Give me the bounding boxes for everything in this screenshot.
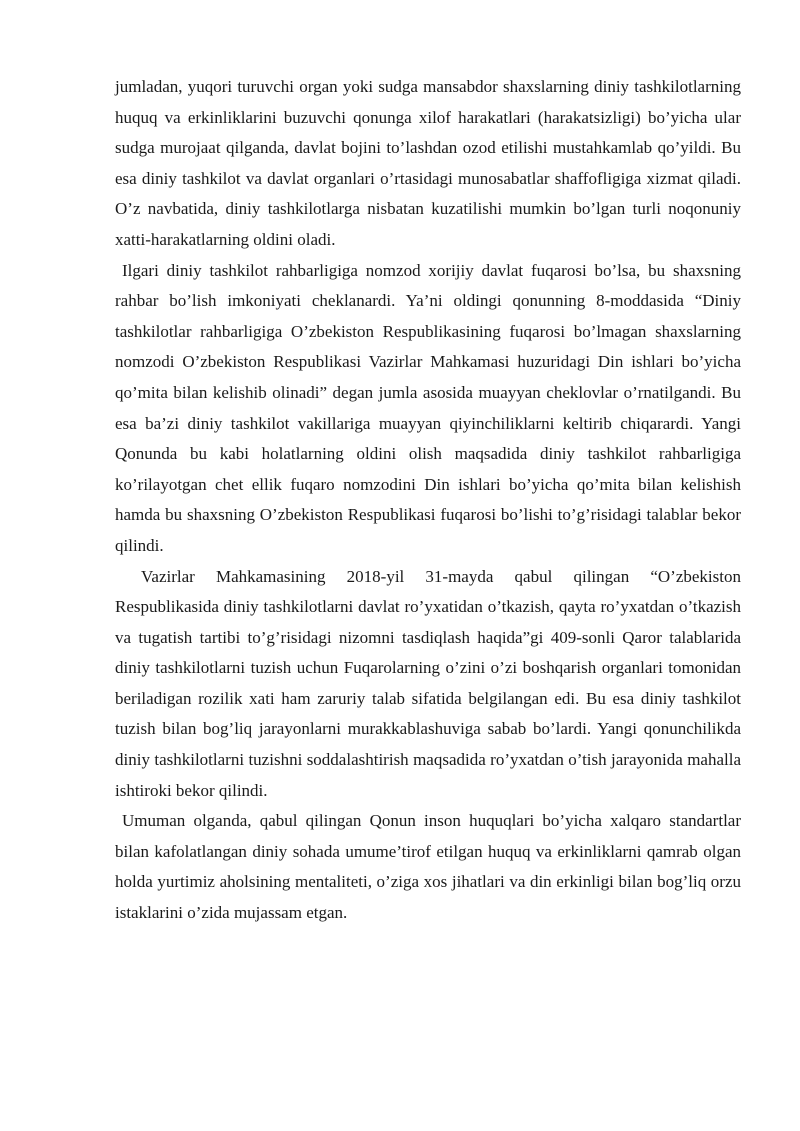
- paragraph-continuation: jumladan, yuqori turuvchi organ yoki sudga mansabdor shaxslarning diniy tashkilotlarning huquq va erkinliklarini buzuvchi qonunga xilof harakatlari (harakatsizligi) bo’yicha ular sudga murojaat qilganda, davlat bojini to’lashdan ozod etilishi mustahkamlab qo’yildi. Bu esa diniy tashkilot va davlat organlari o’rtasidagi munosabatlar shaffofligiga xizmat qiladi. O’z navbatida, diniy tashkilotlarga nisbatan kuzatilishi mumkin bo’lgan turli noqonuniy xatti-harakatlarning oldini oladi.: [115, 77, 741, 249]
- paragraph-foreign-leader: Ilgari diniy tashkilot rahbarligiga nomzod xorijiy davlat fuqarosi bo’lsa, bu shaxsning rahbar bo’lish imkoniyati cheklanardi. Ya’ni oldingi qonunning 8-moddasida “Diniy tashkilotlar rahbarligiga O’zbekiston Respublikasining fuqarosi bo’lmagan shaxslarning nomzodi O’zbekiston Respublikasi Vazirlar Mahkamasi huzuridagi Din ishlari bo’yicha qo’mita bilan kelishib olinadi” degan jumla asosida muayyan cheklovlar o’rnatilgandi. Bu esa ba’zi diniy tashkilot vakillariga muayyan qiyinchiliklarni keltirib chiqarardi. Yangi Qonunda bu kabi holatlarning oldini olish maqsadida diniy tashkilot rahbarligiga ko’rilayotgan chet ellik fuqaro nomzodini Din ishlari bo’yicha qo’mita bilan kelishish hamda bu shaxsning O’zbekiston Respublikasi fuqarosi bo’lishi to’g’risidagi talablar bekor qilindi.: [115, 260, 741, 555]
- paragraph-conclusion: Umuman olganda, qabul qilingan Qonun inson huquqlari bo’yicha xalqaro standartlar bilan kafolatlangan diniy sohada umume’tirof etilgan huquq va erkinliklarni qamrab olgan holda yurtimiz aholsining mentaliteti, o’ziga xos jihatlari va din erkinligi bilan bog’liq orzu istaklarini o’zida mujassam etgan.: [115, 811, 741, 923]
- document-page: [115, 72, 741, 929]
- paragraph-cabinet-resolution: Vazirlar Mahkamasining 2018-yil 31-mayda qabul qilingan “O’zbekiston Respublikasida diniy tashkilotlarni davlat ro’yxatidan o’tkazish, qayta ro’yxatdan o’tkazish va tugatish tartibi to’g’risidagi nizomni tasdiqlash haqida”gi 409-sonli Qaror talablarida diniy tashkilotlarni tuzish uchun Fuqarolarning o’zini o’zi boshqarish organlari tomonidan beriladigan rozilik xati ham zaruriy talab sifatida belgilangan edi. Bu esa diniy tashkilot tuzish bilan bog’liq jarayonlarni murakkablashuviga sabab bo’lardi. Yangi qonunchilikda diniy tashkilotlarni tuzishni soddalashtirish maqsadida ro’yxatdan o’tish jarayonida mahalla ishtiroki bekor qilindi.: [115, 566, 741, 800]
